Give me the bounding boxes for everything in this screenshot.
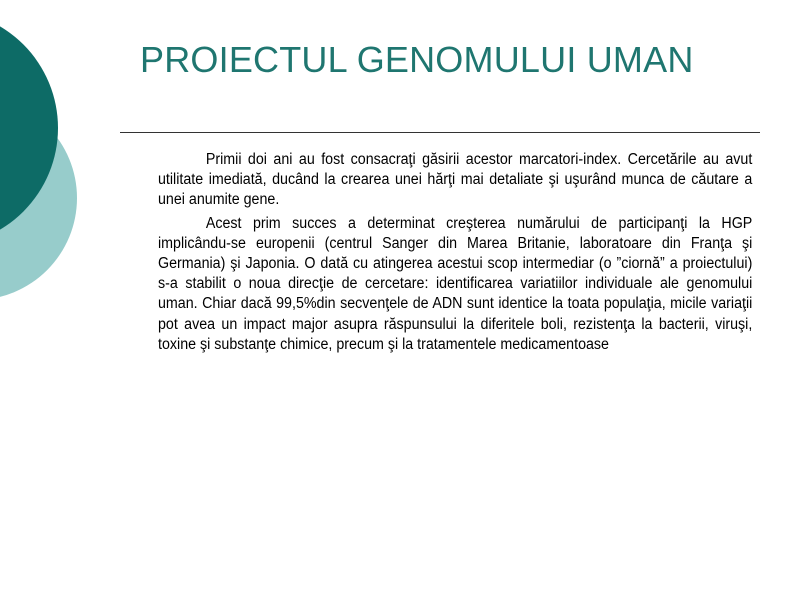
title-divider [120, 132, 760, 133]
slide-title: PROIECTUL GENOMULUI UMAN [140, 39, 694, 80]
slide-body [158, 150, 752, 358]
paragraph-2: Acest prim succes a determinat creşterea numărului de participanţi la HGP implicându-se europenii (centrul Sanger din Marea Britanie, laboratoare din Franţa şi Germania) şi Japonia. O dată cu atingerea acestui scop intermediar (o ”ciornă” a proiectului) s-a stabilit o noua direcţie de cercetare: identificarea variatiilor individuale ale genomului uman. Chiar dacă 99,5%din secvenţele de ADN sunt identice la toata populaţia, micile variaţii pot avea un impact major asupra răspunsului la diferitele boli, rezistenţa la bacterii, viruşi, toxine şi substanţe chimice, precum şi la tratamentele medicamentoase [158, 214, 753, 353]
paragraph-1: Primii doi ani au fost consacraţi găsirii acestor marcatori-index. Cercetările au avut utilitate imediată, ducând la crearea unei hărţi mai detaliate şi uşurând munca de căutare a unei anumite gene. [158, 151, 753, 209]
